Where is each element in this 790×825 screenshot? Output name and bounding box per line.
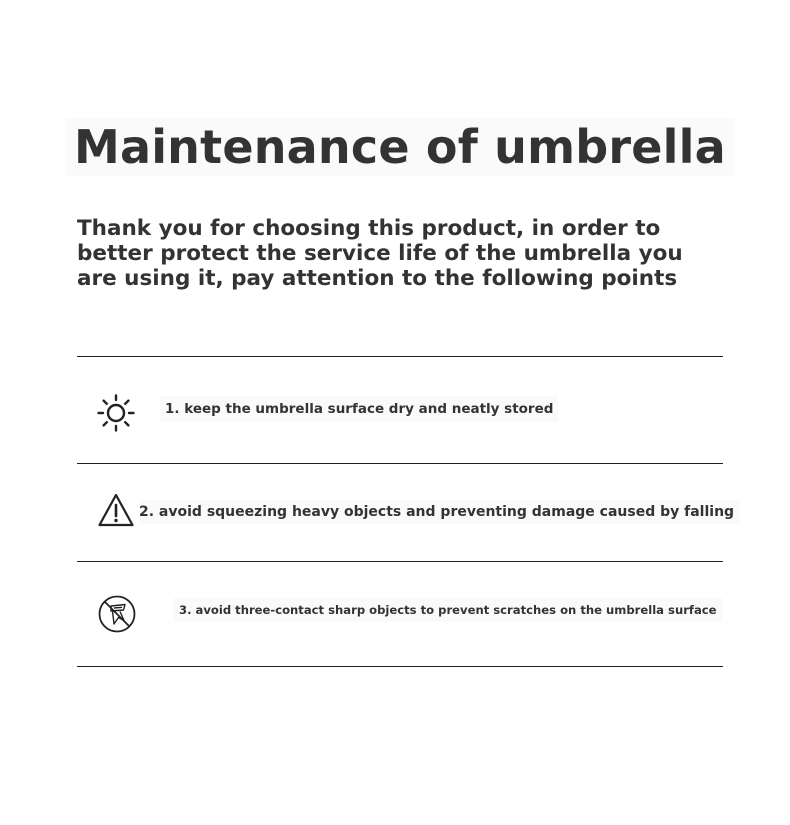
no-sharp-objects-icon (98, 595, 136, 633)
divider (77, 356, 723, 357)
sun-icon (96, 393, 136, 433)
page-title: Maintenance of umbrella (66, 118, 734, 176)
tip-1-text: 1. keep the umbrella surface dry and neatly stored (160, 396, 558, 422)
tip-2-text: 2. avoid squeezing heavy objects and preventing damage caused by falling (139, 500, 740, 524)
warning-triangle-icon (97, 492, 135, 528)
divider (77, 561, 723, 562)
intro-paragraph: Thank you for choosing this product, in order to better protect the service life of the umbrella you are using it, pay attention to the following points (77, 216, 683, 291)
divider (77, 666, 723, 667)
divider (77, 463, 723, 464)
tip-3-text: 3. avoid three-contact sharp objects to prevent scratches on the umbrella surface (173, 598, 723, 622)
